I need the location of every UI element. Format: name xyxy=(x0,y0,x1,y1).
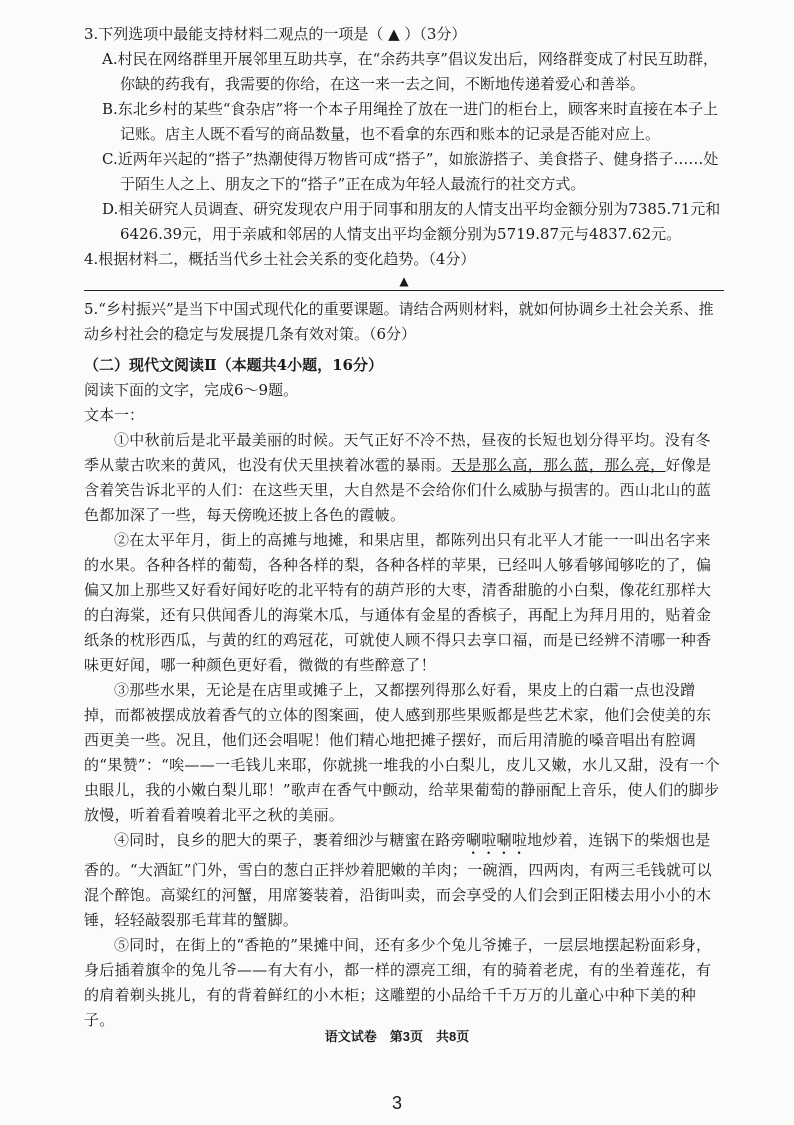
section-title: （二）现代文阅读Ⅱ（本题共4小题，16分） xyxy=(84,356,383,374)
option-d-letter: D. xyxy=(102,200,119,218)
answer-line xyxy=(84,272,724,291)
question-3-options xyxy=(84,47,724,247)
option-c-text: 近两年兴起的“搭子”热潮使得万物皆可成“搭子”，如旅游搭子、美食搭子、健身搭子……处于陌生人之上、朋友之下的“搭子”正在成为年轻人最流行的社交方式。 xyxy=(117,150,719,193)
paragraph-1-underlined: 天是那么高，那么蓝，那么亮， xyxy=(451,456,666,474)
paragraph-4-dotted: 唰啦唰啦 xyxy=(465,831,528,849)
question-5-stem: 5.“乡村振兴”是当下中国式现代化的重要课题。请结合两则材料，就如何协调乡土社会关系、推动乡村社会的稳定与发展提几条有效对策。（6分） xyxy=(84,300,714,343)
section-instruction: 阅读下面的文字，完成6～9题。 xyxy=(84,381,299,399)
option-d-text: 相关研究人员调查、研究发现农户用于同事和朋友的人情支出平均金额分别为7385.71元和6426.39元，用于亲戚和邻居的人情支出平均金额分别为5719.87元与4837.62元。 xyxy=(118,200,721,243)
answer-triangle-icon: ▲ xyxy=(399,274,409,288)
option-b xyxy=(102,97,724,147)
paragraph-1 xyxy=(84,428,724,528)
question-3-stem: 3.下列选项中最能支持材料二观点的一项是（ ▲ ）（3分） xyxy=(84,25,467,43)
page-number: 3 xyxy=(391,1093,402,1113)
paragraph-3: ③那些水果，无论是在店里或摊子上，又都摆列得那么好看，果皮上的白霜一点也没蹭掉，而都被摆成放着香气的立体的图案画，使人感到那些果贩都是些艺术家，他们会使美的东西更美一些。况且，他们还会唱呢！他们精心地把摊子摆好，而后用清脆的嗓音唱出有腔调的“果赞”：“唉——一毛钱儿来耶，你就挑一堆我的小白梨儿，皮儿又嫩，水儿又甜，没有一个虫眼儿，我的小嫩白梨儿耶！”歌声在香气中颤动，给苹果葡萄的静丽配上音乐，使人们的脚步放慢，听着看着嗅着北平之秋的美丽。 xyxy=(84,681,720,824)
page-footer: 语文试卷 第3页 共8页 xyxy=(324,1029,470,1044)
paragraph-4-text-end: 地炒着，连锅下的柴烟也是香的。“大酒缸”门外，雪白的葱白正拌炒着肥嫩的羊肉；一碗酒，四两肉，有两三毛钱就可以混个醉饱。高粱红的河蟹，用席篓装着，沿街叫卖，而会享受的人们会到正阳楼去用小小的木锤，轻轻敲裂那毛茸茸的蟹脚。 xyxy=(84,831,712,929)
paragraph-4-text: ④同时，良乡的肥大的栗子，裹着细沙与糖蜜在路旁 xyxy=(114,831,466,849)
paragraph-4 xyxy=(84,828,724,933)
option-a-text: 村民在网络群里开展邻里互助共享，在“余药共享”倡议发出后，网络群变成了村民互助群，你缺的药我有，我需要的你给，在这一来一去之间，不断地传递着爱心和善举。 xyxy=(117,50,718,93)
paragraph-2: ②在太平年月，街上的高摊与地摊，和果店里，都陈列出只有北平人才能一一叫出名字来的水果。各种各样的葡萄，各种各样的梨，各种各样的苹果，已经叫人够看够闻够吃的了，偏偏又加上那些又好看好闻好吃的北平特有的葫芦形的大枣，清香甜脆的小白梨，像花红那样大的白海棠，还有只供闻香儿的海棠木瓜，与通体有金星的香槟子，再配上为拜月用的，贴着金纸条的枕形西瓜，与黄的红的鸡冠花，可就使人顾不得只去享口福，而是已经辨不清哪一种香味更好闻，哪一种颜色更好看，微微的有些醉意了！ xyxy=(84,531,712,674)
question-4-stem: 4.根据材料二，概括当代乡土社会关系的变化趋势。（4分） xyxy=(84,250,476,268)
option-b-text: 东北乡村的某些“食杂店”将一个本子用绳拴了放在一进门的柜台上，顾客来时直接在本子上记账。店主人既不看写的商品数量，也不看拿的东西和账本的记录是否能对应上。 xyxy=(117,100,719,143)
option-a-letter: A. xyxy=(102,50,118,68)
text-one-label: 文本一： xyxy=(84,406,145,424)
paragraph-1-text-end: 好像是含着笑告诉北平的人们：在这些天里，大自然是不会给你们什么威胁与损害的。西山北山的蓝色都加深了一些，每天傍晚还披上各色的霞帔。 xyxy=(84,456,712,524)
option-c-letter: C. xyxy=(102,150,118,168)
page-content xyxy=(84,22,724,1033)
option-d xyxy=(102,197,724,247)
paragraph-1-text: ①中秋前后是北平最美丽的时候。天气正好不冷不热，昼夜的长短也划分得平均。没有冬季从蒙古吹来的黄风，也没有伏天里挟着冰雹的暴雨。 xyxy=(84,431,711,474)
paragraph-5: ⑤同时，在街上的“香艳的”果摊中间，还有多少个兔儿爷摊子，一层层地摆起粉面彩身，身后插着旗伞的兔儿爷——有大有小，都一样的漂亮工细，有的骑着老虎，有的坐着莲花，有的肩着剃头挑儿，有的背着鲜红的小木柜；这雕塑的小品给千千万万的儿童心中种下美的种子。 xyxy=(84,936,712,1029)
option-b-letter: B. xyxy=(102,100,118,118)
option-c xyxy=(102,147,724,197)
option-a xyxy=(102,47,724,97)
